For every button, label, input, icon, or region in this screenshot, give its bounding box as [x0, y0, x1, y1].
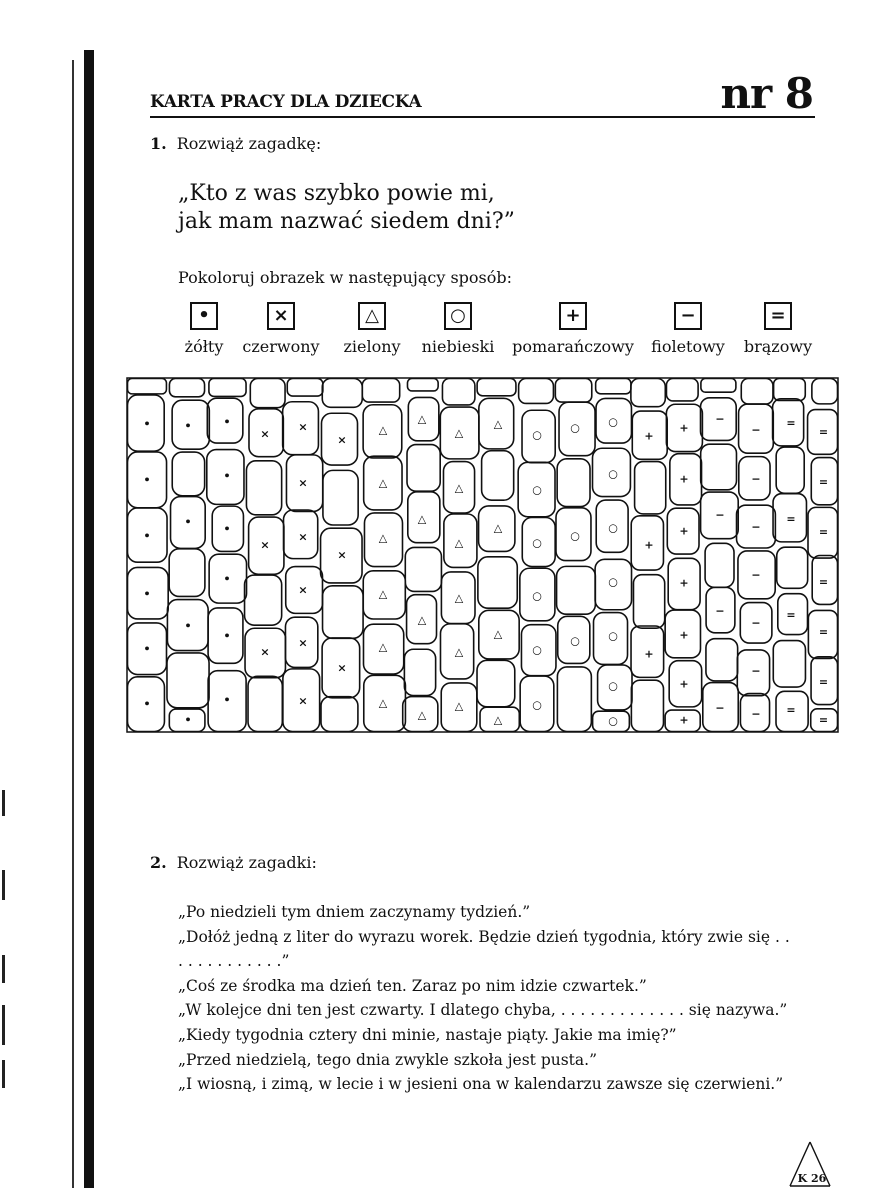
- mosaic-symbol: ○: [608, 629, 618, 643]
- mosaic-symbol: −: [751, 664, 761, 678]
- mosaic-symbol: △: [493, 417, 503, 431]
- mosaic-symbol: •: [223, 693, 231, 707]
- page-code: K 26: [797, 1172, 827, 1185]
- task1-quote: [178, 180, 515, 236]
- mosaic-symbol: •: [184, 713, 192, 727]
- mosaic-symbol: △: [378, 587, 388, 601]
- coloring-mosaic: [126, 377, 839, 733]
- mosaic-symbol: △: [378, 696, 388, 710]
- mosaic-symbol: •: [223, 469, 231, 483]
- minus-icon: −: [674, 302, 702, 330]
- mosaic-symbol: •: [143, 697, 151, 711]
- mosaic-symbol: ○: [570, 421, 580, 435]
- mosaic-symbol: •: [143, 473, 151, 487]
- page-code-stamp: [786, 1138, 834, 1188]
- mosaic-symbol: △: [454, 591, 464, 605]
- riddle-line: . . . . . . . . . . .”: [178, 952, 290, 971]
- mosaic-symbol: ○: [532, 428, 542, 442]
- mosaic-symbol: +: [644, 429, 654, 443]
- mosaic-symbol: +: [679, 576, 689, 590]
- task1-heading: [150, 134, 321, 153]
- equals-icon: =: [764, 302, 792, 330]
- mosaic-symbol: ×: [260, 427, 270, 441]
- triangle-icon: △: [358, 302, 386, 330]
- mosaic-symbol: −: [715, 412, 725, 426]
- mosaic-symbol: +: [679, 472, 689, 486]
- riddle-line: „I wiosną, i zimą, w lecie i w jesieni ona w kalendarzu zawsze się czerwieni.”: [178, 1075, 784, 1094]
- mosaic-symbol: △: [454, 536, 464, 550]
- mosaic-symbol: ○: [608, 714, 618, 728]
- legend-item-orange: [506, 302, 640, 356]
- riddle-line: „Przed niedzielą, tego dnia zwykle szkoła jest pusta.”: [178, 1050, 597, 1069]
- quote-line-1: „Kto z was szybko powie mi,: [178, 181, 495, 206]
- mosaic-symbol: •: [184, 515, 192, 529]
- mosaic-symbol: ×: [298, 420, 308, 434]
- legend-item-red: [236, 302, 326, 356]
- mosaic-symbol: △: [378, 640, 388, 654]
- task2-heading: [150, 853, 317, 872]
- mosaic-symbol: △: [454, 426, 464, 440]
- mosaic-symbol: △: [417, 412, 427, 426]
- mosaic-symbol: △: [454, 481, 464, 495]
- task1-number: 1.: [150, 134, 167, 153]
- mosaic-symbol: △: [417, 708, 427, 722]
- mosaic-symbol: •: [143, 529, 151, 543]
- worksheet-header: [150, 70, 815, 118]
- legend-label: zielony: [343, 337, 401, 356]
- mosaic-symbol: ○: [532, 536, 542, 550]
- legend-label: niebieski: [421, 337, 495, 356]
- mosaic-symbol: •: [143, 417, 151, 431]
- mosaic-symbol: •: [223, 415, 231, 429]
- mosaic-symbol: △: [417, 613, 427, 627]
- mosaic-symbol: ×: [260, 645, 270, 659]
- riddle-line: „W kolejce dni ten jest czwarty. I dlatego chyba, . . . . . . . . . . . . . się nazywa.”: [178, 1001, 788, 1020]
- mosaic-symbol: +: [679, 713, 689, 727]
- mosaic-symbol: ○: [608, 575, 618, 589]
- mosaic-symbol: ○: [532, 589, 542, 603]
- mosaic-symbol: =: [786, 512, 796, 526]
- mosaic-symbol: ×: [298, 476, 308, 490]
- mosaic-symbol: =: [818, 475, 829, 489]
- mosaic-symbol: =: [818, 675, 829, 689]
- legend-label: żółty: [184, 337, 224, 356]
- mosaic-symbol: ○: [532, 483, 542, 497]
- mosaic-symbol: △: [493, 521, 503, 535]
- legend-item-violet: [646, 302, 730, 356]
- mosaic-symbol: =: [818, 625, 829, 639]
- mosaic-symbol: •: [184, 619, 192, 633]
- task2-title: Rozwiąż zagadki:: [176, 853, 317, 872]
- mosaic-symbol: +: [644, 538, 654, 552]
- mosaic-symbol: −: [751, 568, 761, 582]
- mosaic-symbol: +: [679, 421, 689, 435]
- task1-title: Rozwiąż zagadkę:: [176, 134, 322, 153]
- mosaic-symbol: ×: [298, 583, 308, 597]
- mosaic-symbol: −: [751, 707, 761, 721]
- mosaic-symbol: •: [184, 419, 192, 433]
- margin-line: [72, 60, 74, 1188]
- riddle-line: „Coś ze środka ma dzień ten. Zaraz po nim idzie czwartek.”: [178, 976, 647, 995]
- circle-icon: ○: [444, 302, 472, 330]
- cross-icon: ×: [267, 302, 295, 330]
- legend-label: czerwony: [242, 337, 320, 356]
- mosaic-symbol: =: [818, 525, 829, 539]
- mosaic-symbol: ○: [608, 679, 618, 693]
- mosaic-symbol: =: [786, 416, 796, 430]
- mosaic-symbol: •: [223, 629, 231, 643]
- legend-label: fioletowy: [651, 337, 725, 356]
- mosaic-symbol: =: [818, 425, 829, 439]
- mosaic-symbol: •: [223, 572, 231, 586]
- mosaic-symbol: +: [679, 524, 689, 538]
- worksheet-title: KARTA PRACY DLA DZIECKA: [150, 92, 422, 112]
- mosaic-symbol: ×: [298, 530, 308, 544]
- mosaic-symbol: •: [143, 642, 151, 656]
- mosaic-symbol: −: [751, 616, 761, 630]
- legend-item-blue: [418, 302, 498, 356]
- binding-edge: [84, 50, 94, 1188]
- riddle-list: [178, 900, 828, 1097]
- mosaic-symbol: ×: [337, 661, 347, 675]
- mosaic-symbol: ○: [608, 415, 618, 429]
- riddle-line: „Po niedzieli tym dniem zaczynamy tydzień.”: [178, 903, 531, 921]
- mosaic-symbol: ○: [608, 467, 618, 481]
- mosaic-symbol: −: [715, 701, 725, 715]
- mosaic-symbol: △: [378, 531, 388, 545]
- mosaic-symbol: ○: [532, 643, 542, 657]
- mosaic-symbol: −: [751, 520, 761, 534]
- worksheet-number: nr 8: [720, 69, 813, 118]
- quote-line-2: jak mam nazwać siedem dni?”: [178, 209, 515, 234]
- riddle-line: „Kiedy tygodnia cztery dni minie, nastaje piąty. Jakie ma imię?”: [178, 1025, 677, 1044]
- mosaic-symbol: −: [715, 508, 725, 522]
- mosaic-symbol: −: [751, 423, 761, 437]
- mosaic-symbol: •: [143, 587, 151, 601]
- mosaic-symbol: +: [644, 647, 654, 661]
- mosaic-symbol: △: [454, 699, 464, 713]
- coloring-instruction: Pokoloruj obrazek w następujący sposób:: [178, 268, 512, 287]
- mosaic-symbol: ×: [298, 694, 308, 708]
- mosaic-symbol: ×: [337, 433, 347, 447]
- mosaic-symbol: •: [223, 522, 231, 536]
- task2-number: 2.: [150, 853, 167, 872]
- plus-icon: +: [559, 302, 587, 330]
- mosaic-symbol: ×: [337, 548, 347, 562]
- legend-item-brown: [738, 302, 818, 356]
- legend-label: brązowy: [743, 337, 813, 356]
- mosaic-symbol: =: [818, 713, 829, 727]
- mosaic-symbol: △: [454, 645, 464, 659]
- mosaic-symbol: △: [378, 476, 388, 490]
- legend-label: pomarańczowy: [512, 337, 634, 356]
- mosaic-symbol: +: [679, 628, 689, 642]
- mosaic-symbol: =: [786, 608, 796, 622]
- riddle-line: „Dołóż jedną z liter do wyrazu worek. Będzie dzień tygodnia, który zwie się . .: [178, 927, 790, 946]
- legend-item-yellow: [176, 302, 232, 356]
- mosaic-symbol: ○: [570, 634, 580, 648]
- legend-item-green: [336, 302, 408, 356]
- mosaic-symbol: =: [818, 575, 829, 589]
- mosaic-symbol: △: [493, 627, 503, 641]
- mosaic-symbol: △: [417, 512, 427, 526]
- mosaic-symbol: △: [378, 423, 388, 437]
- mosaic-symbol: ×: [260, 538, 270, 552]
- mosaic-symbol: =: [786, 703, 796, 717]
- mosaic-symbol: ○: [608, 521, 618, 535]
- mosaic-symbol: ○: [570, 529, 580, 543]
- mosaic-symbol: −: [751, 472, 761, 486]
- mosaic-symbol: −: [715, 604, 725, 618]
- mosaic-symbol: ×: [298, 636, 308, 650]
- mosaic-symbol: +: [679, 677, 689, 691]
- dot-icon: •: [190, 302, 218, 330]
- mosaic-symbol: △: [493, 713, 503, 727]
- mosaic-symbol: ○: [532, 698, 542, 712]
